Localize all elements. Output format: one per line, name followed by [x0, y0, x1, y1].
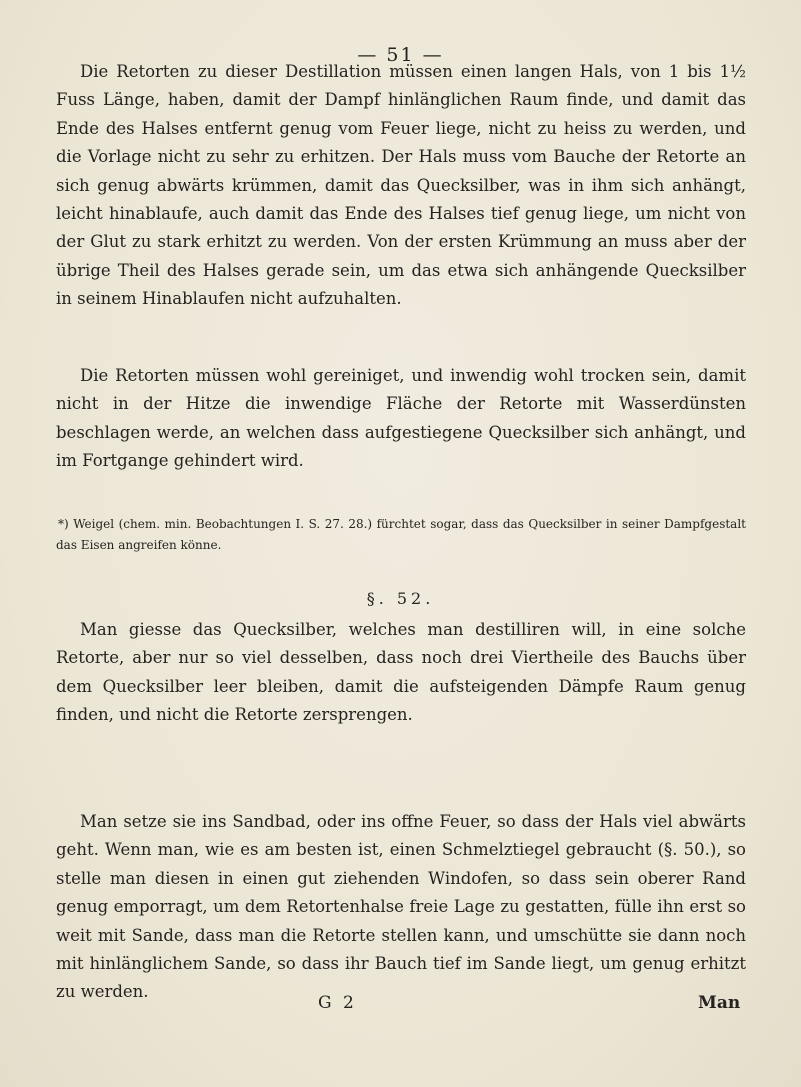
paragraph-retort-neck: Die Retorten zu dieser Destillation müssen einen langen Hals, von 1 bis 1½ Fuss Länge, haben, damit der Dampf hinlänglichen Raum finde, und damit das Ende des Halses entfernt genug vom Feuer liege, nicht zu heiss zu werden, und die Vorlage nicht zu sehr zu erhitzen. Der Hals muss vom Bauche der Retorte an sich genug abwärts krümmen, damit das Quecksilber, was in ihm sich anhängt, leicht hinablaufe, auch damit das Ende des Halses tief genug liege, um nicht von der Glut zu stark erhitzt zu werden. Von der ersten Krümmung an muss aber der übrige Theil des Halses gerade sein, um das etwa sich anhängende Quecksilber in seinem Hinablaufen nicht aufzuhalten. [56, 62, 746, 309]
paragraph-sandbath: Man setze sie ins Sandbad, oder ins offne Feuer, so dass der Hals viel abwärts geht. Wenn man, wie es am besten ist, einen Schmelztiegel gebraucht (§. 50.), so stelle man diesen in einen gut ziehenden Windofen, so dass sein oberer Rand genug emporragt, um dem Retortenhalse freie Lage zu gestatten, fülle ihn erst so weit mit Sande, dass man die Retorte stellen kann, und umschütte sie dann noch mit hinlänglichem Sande, so dass ihr Bauch tief im Sande liegt, um genug erhitzt zu werden. [56, 812, 746, 1002]
section-heading: §. 52. [366, 589, 435, 608]
catchword: Man [698, 993, 741, 1013]
signature-mark: G 2 [318, 993, 357, 1013]
paragraph-filling: Man giesse das Quecksilber, welches man destilliren will, in eine solche Retorte, aber nur so viel desselben, dass noch drei Viertheile des Bauchs über dem Quecksilber leer bleiben, damit die aufsteigenden Dämpfe Raum genug finden, und nicht die Retorte zersprengen. [56, 620, 746, 725]
footnote: *) Weigel (chem. min. Beobachtungen I. S. 27. 28.) fürchtet sogar, dass das Quecksilber in seiner Dampfgestalt das Eisen angreifen könne. [56, 517, 746, 552]
paragraph-retort-cleaning: Die Retorten müssen wohl gereiniget, und inwendig wohl trocken sein, damit nicht in der Hitze die inwendige Fläche der Retorte mit Wasserdünsten beschlagen werde, an welchen dass aufgestiegene Quecksilber sich anhängt, und im Fortgange gehindert wird. [56, 366, 746, 471]
page-number: — 51 — [357, 44, 444, 66]
